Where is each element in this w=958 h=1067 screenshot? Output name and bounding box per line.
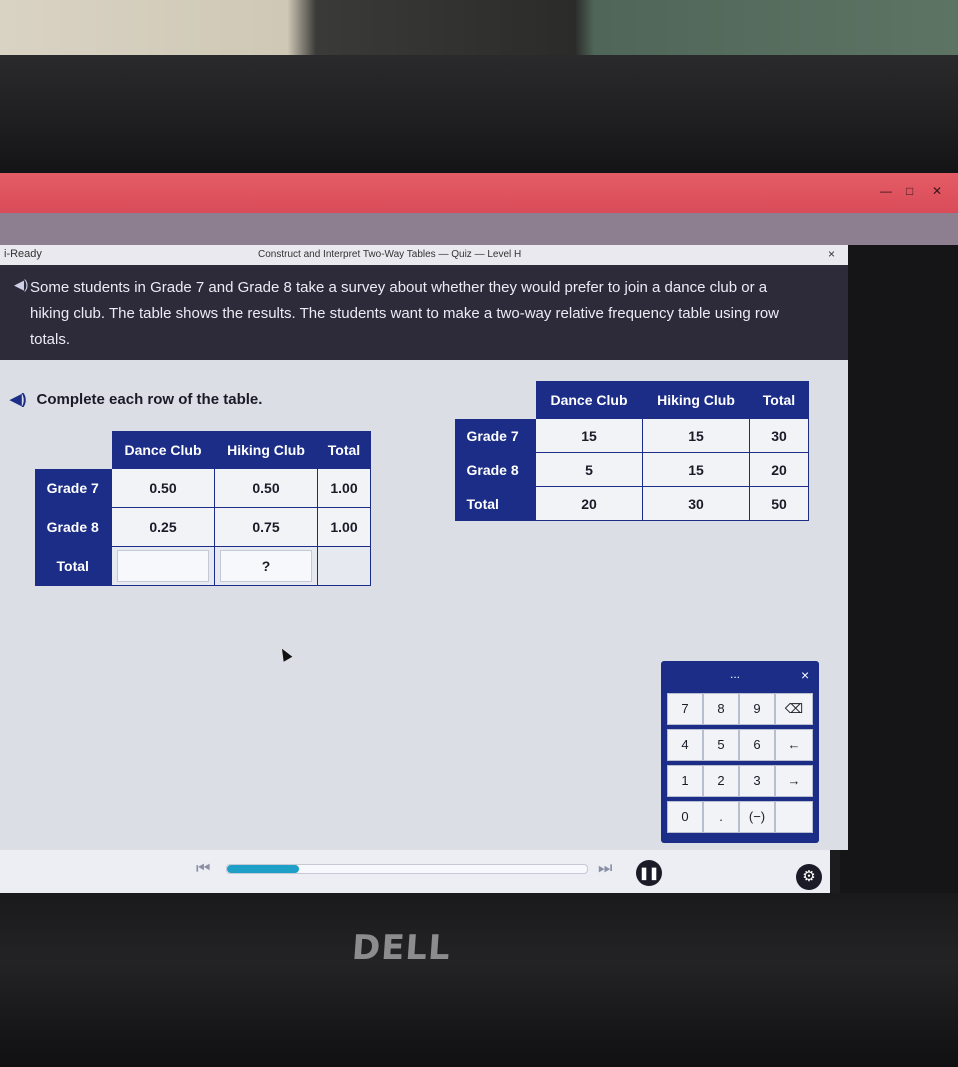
- blank-key: [775, 801, 813, 833]
- table-cell: 0.25: [112, 508, 215, 547]
- table-cell: 30: [750, 419, 809, 453]
- row-header: Total: [35, 547, 112, 586]
- table-cell: 15: [643, 419, 750, 453]
- table-cell: 50: [750, 487, 809, 521]
- arrow-right-key[interactable]: →: [775, 765, 813, 797]
- key-5[interactable]: 5: [703, 729, 739, 761]
- background-wall: [0, 0, 958, 62]
- table-row: [455, 419, 809, 453]
- row-header: Grade 8: [35, 508, 112, 547]
- table-row: [455, 487, 809, 521]
- key-0[interactable]: 0: [667, 801, 703, 833]
- next-icon[interactable]: ⏭: [598, 860, 613, 877]
- table-cell: 1.00: [318, 508, 371, 547]
- column-header: Dance Club: [112, 432, 215, 469]
- keypad-close-button[interactable]: ×: [801, 667, 810, 683]
- table-cell: 30: [643, 487, 750, 521]
- number-keypad: [661, 661, 819, 843]
- monitor-bezel-top: [0, 55, 958, 173]
- key-2[interactable]: 2: [703, 765, 739, 797]
- pause-button[interactable]: ❚❚: [636, 860, 662, 886]
- table-cell: 0.75: [215, 508, 318, 547]
- row-header: Grade 8: [455, 453, 536, 487]
- prompt-text: Some students in Grade 7 and Grade 8 take a survey about whether they would prefer to join a dance club or a hiking club. The table shows the results. The students want to make a two-way relative frequency table using row totals.: [30, 279, 780, 348]
- table-row: [35, 508, 371, 547]
- browser-title-bar: [0, 173, 958, 213]
- key-8[interactable]: 8: [703, 693, 739, 725]
- arrow-left-key[interactable]: ←: [775, 729, 813, 761]
- table-cell: 5: [536, 453, 643, 487]
- column-header: Hiking Club: [643, 382, 750, 419]
- table-row: [35, 547, 371, 586]
- answer-input-grand-total[interactable]: [318, 547, 371, 586]
- close-lesson-button[interactable]: ×: [828, 247, 836, 261]
- table-cell: 0.50: [112, 469, 215, 508]
- previous-icon[interactable]: ⏮: [196, 860, 211, 877]
- monitor-bezel-bottom: [0, 893, 958, 1067]
- survey-results-table: [454, 381, 809, 521]
- table-cell: 1.00: [318, 469, 371, 508]
- key-7[interactable]: 7: [667, 693, 703, 725]
- row-header: Grade 7: [35, 469, 112, 508]
- row-header: Total: [455, 487, 536, 521]
- table-row: [35, 469, 371, 508]
- key-3[interactable]: 3: [739, 765, 775, 797]
- column-header: Total: [750, 382, 809, 419]
- key-4[interactable]: 4: [667, 729, 703, 761]
- media-controls: [0, 850, 830, 894]
- progress-fill: [227, 865, 299, 873]
- progress-track[interactable]: [226, 864, 588, 874]
- key-1[interactable]: 1: [667, 765, 703, 797]
- keypad-menu-button[interactable]: ...: [730, 667, 741, 681]
- column-header: Hiking Club: [215, 432, 318, 469]
- decimal-key[interactable]: .: [703, 801, 739, 833]
- iready-logo: i-Ready: [4, 248, 42, 260]
- answer-input-hiking-total[interactable]: ?: [215, 547, 318, 586]
- lesson-title: Construct and Interpret Two-Way Tables — Quiz — Level H: [258, 249, 522, 260]
- table-cell: 15: [536, 419, 643, 453]
- answer-input-dance-total[interactable]: [112, 547, 215, 586]
- instruction: [10, 390, 262, 408]
- dell-logo: DELL: [350, 928, 453, 968]
- settings-gear-icon[interactable]: ⚙: [796, 864, 822, 890]
- table-row: [455, 453, 809, 487]
- question-prompt: [0, 265, 848, 360]
- instruction-text: Complete each row of the table.: [36, 391, 263, 408]
- column-header: Total: [318, 432, 371, 469]
- key-9[interactable]: 9: [739, 693, 775, 725]
- app-header: [0, 245, 848, 265]
- key-6[interactable]: 6: [739, 729, 775, 761]
- table-cell: 20: [536, 487, 643, 521]
- corner-cell: [455, 382, 536, 419]
- screen-right-edge: [840, 245, 958, 895]
- backspace-key[interactable]: ⌫: [775, 693, 813, 725]
- speaker-icon[interactable]: ◀): [10, 391, 27, 408]
- browser-address-bar[interactable]: [0, 213, 958, 245]
- table-cell: 20: [750, 453, 809, 487]
- negative-key[interactable]: (−): [739, 801, 775, 833]
- table-cell: 0.50: [215, 469, 318, 508]
- relative-frequency-table: [34, 431, 371, 586]
- column-header: Dance Club: [536, 382, 643, 419]
- table-cell: 15: [643, 453, 750, 487]
- maximize-button[interactable]: □: [906, 184, 914, 198]
- minimize-button[interactable]: —: [880, 184, 892, 198]
- corner-cell: [35, 432, 112, 469]
- row-header: Grade 7: [455, 419, 536, 453]
- close-window-button[interactable]: ✕: [932, 184, 943, 198]
- speaker-icon[interactable]: ◀): [14, 277, 29, 292]
